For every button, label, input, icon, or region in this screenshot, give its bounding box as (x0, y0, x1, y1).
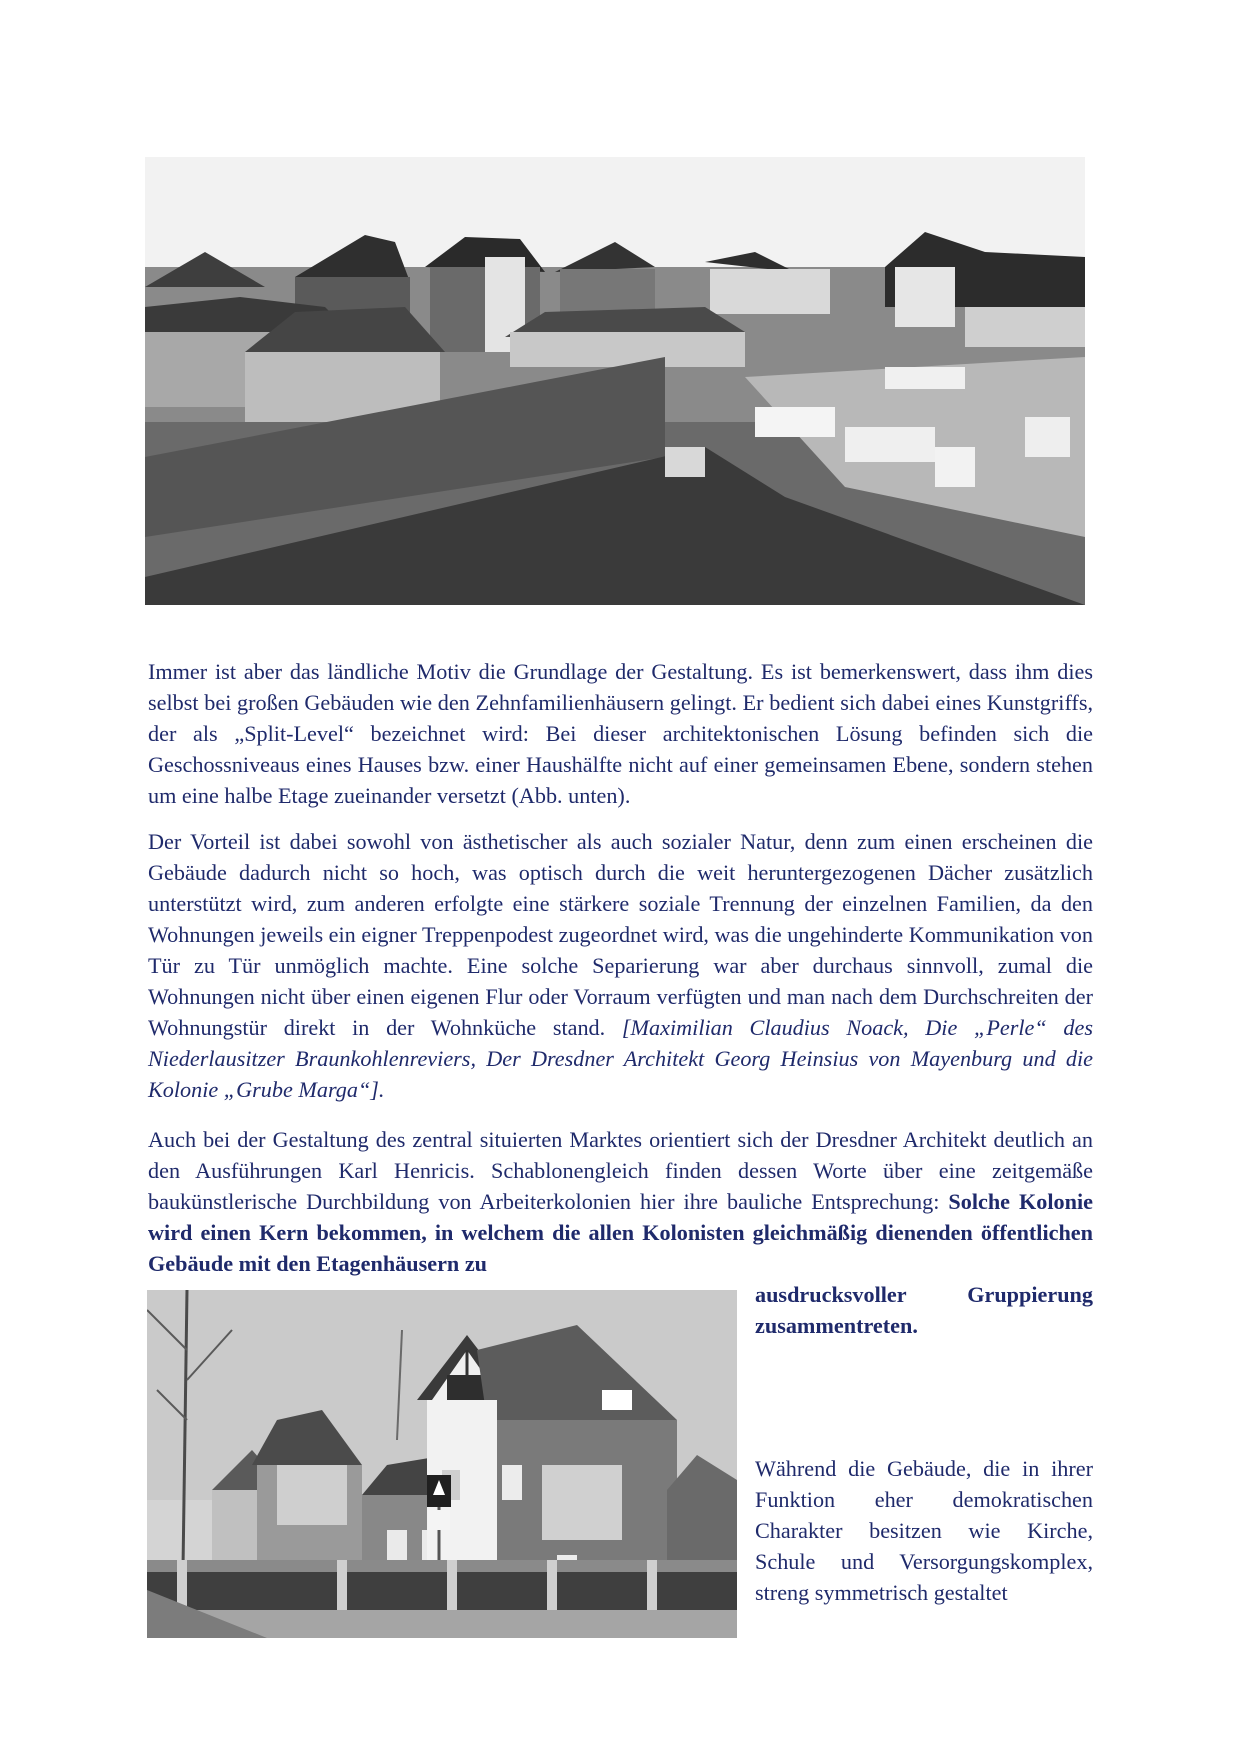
paragraph-advantages (148, 826, 1093, 1105)
citation: [Maximilian Claudius Noack, Die „Perle“ des Niederlausitzer Braunkohlenreviers, Der Dresdner Architekt Georg Heinsius von Mayenburg und die Kolonie „Grube Marga“]. (148, 1015, 1093, 1102)
colony-house-photo (147, 1290, 737, 1638)
henrici-quote-end: ausdrucksvoller Gruppierung zusammentreten. (755, 1282, 1093, 1338)
paragraph-market-text: Auch bei der Gestaltung des zentral situierten Marktes orientiert sich der Dresdner Architekt deutlich an den Ausführungen Karl Henricis. Schablonengleich finden dessen Worte über eine zeitgemäße baukünstlerische Durchbildung von Arbeiterkolonien hier ihre bauliche Entsprechung: (148, 1127, 1093, 1214)
paragraph-advantages-text: Der Vorteil ist dabei sowohl von ästhetischer als auch sozialer Natur, denn zum einen erscheinen die Gebäude dadurch nicht so hoch, was optisch durch die weit heruntergezogenen Dächer zusätzlich unterstützt wird, zum anderen erfolgte eine stärkere soziale Trennung der einzelnen Familien, da den Wohnungen jeweils ein eigner Treppenpodest zugeordnet wird, was die ungehinderte Kommunikation von Tür zu Tür unmöglich machte. Eine solche Separierung war aber durchaus sinnvoll, zumal die Wohnungen nicht über einen eigenen Flur oder Vorraum verfügten und man nach dem Durchschreiten der Wohnungstür direkt in der Wohnküche stand. (148, 829, 1093, 1040)
paragraph-split-level: Immer ist aber das ländliche Motiv die Grundlage der Gestaltung. Es ist bemerkenswert, dass ihm dies selbst bei großen Gebäuden wie den Zehnfamilienhäusern gelingt. Er bedient sich dabei eines Kunstgriffs, der als „Split-Level“ bezeichnet wird: Bei dieser architektonischen Lösung befinden sich die Geschossniveaus eines Hauses bzw. einer Haushälfte nicht auf einer gemeinsamen Ebene, sondern stehen um eine halbe Etage zueinander versetzt (Abb. unten). (148, 659, 1093, 808)
henrici-quote-start: Solche Kolonie wird einen Kern bekommen, in welchem die allen Kolonisten gleichmäßig dienenden öffentlichen Gebäude mit den Etagenhäusern zu (148, 1189, 1093, 1276)
paragraph-market (148, 1124, 1093, 1279)
paragraph-public-buildings: Während die Gebäude, die in ihrer Funktion eher demokratischen Charakter besitzen wie Kirche, Schule und Versorgungskomplex, streng symmetrisch gestaltet (755, 1456, 1093, 1605)
colony-aerial-photo (145, 157, 1085, 605)
